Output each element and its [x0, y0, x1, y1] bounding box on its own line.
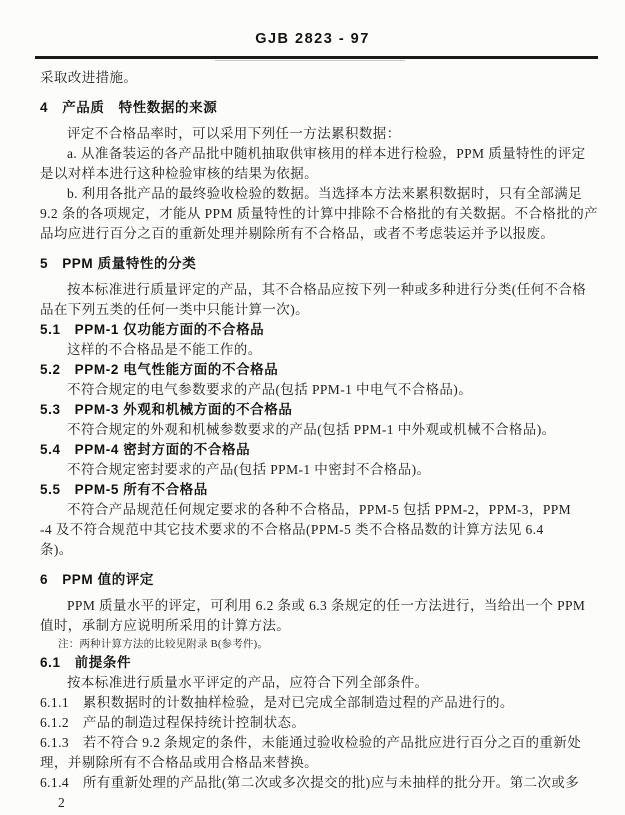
- text-line: 6.1.1 累积数据时的计数抽样检验，是对已完成全部制造过程的产品进行的。: [40, 695, 514, 710]
- text-line: 不符合规定密封要求的产品(包括 PPM-1 中密封不合格品)。: [67, 462, 431, 477]
- text-line: 6.1.3 若不符合 9.2 条规定的条件，未能通过验收检验的产品批应进行百分之百的重新处: [40, 735, 582, 750]
- text-line: 按本标准进行质量评定的产品，其不合格品应按下列一种或多种进行分类(任何不合格: [67, 282, 587, 297]
- text-line: 是以对样本进行这种检验审核的结果为依据。: [40, 166, 318, 181]
- subsection-heading: 5.2 PPM-2 电气性能方面的不合格品: [40, 362, 279, 377]
- text-line: 不符合规定的电气参数要求的产品(包括 PPM-1 中电气不合格品)。: [67, 382, 473, 397]
- text-line: 6.1.4 所有重新处理的产品批(第二次或多次提交的批)应与未抽样的批分开。第二次或多: [40, 775, 580, 790]
- section-heading: 6 PPM 值的评定: [40, 572, 155, 587]
- text-line: a. 从准备装运的各产品批中随机抽取供审核用的样本进行检验，PPM 质量特性的评定: [67, 146, 586, 161]
- subsection-heading: 5.5 PPM-5 所有不合格品: [40, 482, 208, 497]
- header-divider-shadow: [215, 60, 405, 61]
- page-number: 2: [58, 795, 65, 810]
- text-line: 按本标准进行质量水平评定的产品，应符合下列全部条件。: [67, 675, 429, 690]
- subsection-heading: 6.1 前提条件: [40, 655, 132, 670]
- text-line: 条)。: [40, 542, 73, 557]
- subsection-heading: 5.1 PPM-1 仅功能方面的不合格品: [40, 322, 265, 337]
- text-line: 采取改进措施。: [40, 70, 138, 85]
- text-line: 品在下列五类的任何一类中只能计算一次)。: [40, 302, 309, 317]
- text-line: 9.2 条的各项规定，才能从 PPM 质量特性的计算中排除不合格批的有关数据。不合格批的产: [40, 206, 599, 221]
- text-line: 理，并剔除所有不合格品或用合格品来替换。: [40, 755, 318, 770]
- text-line: PPM 质量水平的评定，可利用 6.2 条或 6.3 条规定的任一方法进行，当给出一个 PPM: [67, 598, 586, 613]
- text-line: 品均应进行百分之百的重新处理并剔除所有不合格品，或者不考虑装运并予以报废。: [40, 226, 555, 241]
- text-line: b. 利用各批产品的最终验收检验的数据。当选择本方法来累积数据时，只有全部满足: [67, 186, 583, 201]
- header-divider: [35, 56, 598, 59]
- section-heading: 4 产品质 特性数据的来源: [40, 100, 218, 115]
- section-heading: 5 PPM 质量特性的分类: [40, 256, 197, 271]
- text-line: 6.1.2 产品的制造过程保持统计控制状态。: [40, 715, 306, 730]
- text-line: 值时，承制方应说明所采用的计算方法。: [40, 618, 291, 633]
- note-line: 注：两种计算方法的比较见附录 B(参考件)。: [58, 639, 269, 650]
- subsection-heading: 5.4 PPM-4 密封方面的不合格品: [40, 442, 251, 457]
- standard-number-header: GJB 2823 - 97: [255, 31, 370, 47]
- text-line: -4 及不符合规范中其它技术要求的不合格品(PPM-5 类不合格品数的计算方法见 6.4: [40, 522, 544, 537]
- text-line: 不符合产品规范任何规定要求的各种不合格品，PPM-5 包括 PPM-2，PPM-3，PPM: [67, 502, 572, 517]
- text-line: 这样的不合格品是不能工作的。: [67, 342, 262, 357]
- subsection-heading: 5.3 PPM-3 外观和机械方面的不合格品: [40, 402, 293, 417]
- text-line: 评定不合格品率时，可以采用下列任一方法累积数据：: [67, 126, 401, 141]
- document-body: [40, 68, 597, 813]
- text-line: 不符合规定的外观和机械参数要求的产品(包括 PPM-1 中外观或机械不合格品)。: [67, 422, 556, 437]
